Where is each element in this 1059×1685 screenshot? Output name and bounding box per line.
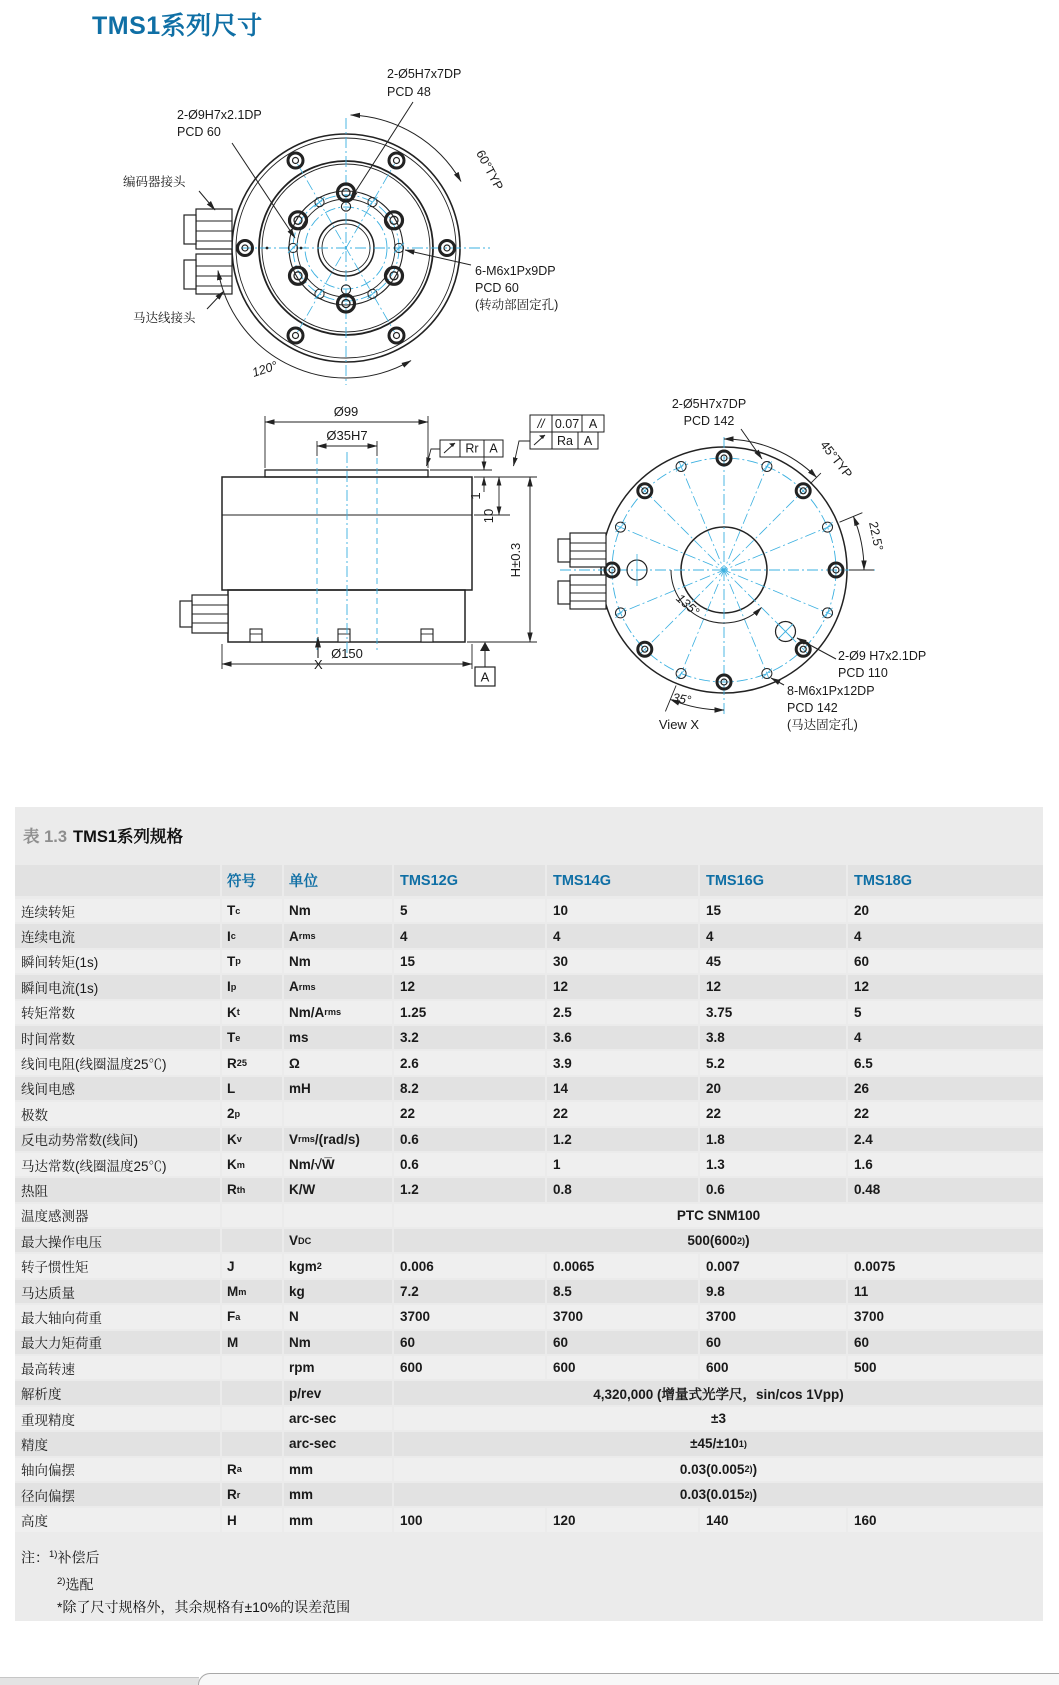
spec-row — [15, 1458, 1043, 1481]
spec-row — [15, 899, 1043, 922]
cell-value: 3700 — [848, 1305, 1043, 1328]
spec-row — [15, 924, 1043, 947]
header-cell-symbol: 符号 — [222, 865, 282, 896]
front-dowel-label-2: PCD 48 — [387, 85, 431, 99]
cell-value: 3700 — [700, 1305, 846, 1328]
cell-value: 3.8 — [700, 1026, 846, 1049]
spec-row — [15, 1051, 1043, 1074]
cell-value: 3.9 — [547, 1051, 698, 1074]
table-title: TMS1系列规格 — [73, 828, 184, 846]
cell-value: 4 — [547, 924, 698, 947]
cell-symbol: K t — [222, 1001, 282, 1024]
cell-label: 马达质量 — [15, 1280, 220, 1303]
cell-symbol — [222, 1381, 282, 1404]
cell-symbol: T e — [222, 1026, 282, 1049]
table-note-line: $^{2)}$选配 — [57, 1575, 94, 1593]
cell-value: 3.2 — [394, 1026, 545, 1049]
spec-row — [15, 1153, 1043, 1176]
cell-symbol: F a — [222, 1305, 282, 1328]
cell-unit: A rms — [284, 975, 392, 998]
cell-unit: Nm — [284, 1331, 392, 1354]
cell-value: 0.0075 — [848, 1254, 1043, 1277]
cell-symbol: M — [222, 1331, 282, 1354]
cell-value: 26 — [848, 1077, 1043, 1100]
cell-value: 45 — [700, 950, 846, 973]
cell-value: 20 — [700, 1077, 846, 1100]
spec-row — [15, 1254, 1043, 1277]
viewx-angle-225-label: 22.5° — [866, 520, 886, 552]
spec-row — [15, 950, 1043, 973]
spec-header-row — [15, 865, 1043, 896]
cell-value: 600 — [394, 1356, 545, 1379]
cell-symbol: R a — [222, 1458, 282, 1481]
cell-value: 12 — [848, 975, 1043, 998]
cell-symbol — [222, 1432, 282, 1455]
cell-label: 瞬间转矩(1s) — [15, 950, 220, 973]
cell-value: 60 — [848, 1331, 1043, 1354]
spec-row — [15, 1077, 1043, 1100]
cell-value: 7.2 — [394, 1280, 545, 1303]
side-connector — [180, 595, 228, 633]
cell-value: 0.6 — [394, 1153, 545, 1176]
cell-value: 4 — [848, 1026, 1043, 1049]
cell-label: 重现精度 — [15, 1407, 220, 1430]
cell-value: 120 — [547, 1508, 698, 1531]
viewx-pin-label-1: 2-Ø9 H7x2.1DP — [838, 649, 927, 663]
datum-a — [475, 642, 495, 686]
spec-row — [15, 1128, 1043, 1151]
cell-label: 线间电阻(线圈温度25℃) — [15, 1051, 220, 1074]
cell-value: 22 — [848, 1102, 1043, 1125]
cell-value: 14 — [547, 1077, 698, 1100]
gdt-parallel-sym: // — [537, 417, 545, 431]
cell-label: 最大轴向荷重 — [15, 1305, 220, 1328]
front-pin-label-1: 2-Ø9H7x2.1DP — [177, 108, 262, 122]
cell-label: 最高转速 — [15, 1356, 220, 1379]
cell-value: 0.0065 — [547, 1254, 698, 1277]
cell-label: 线间电感 — [15, 1077, 220, 1100]
viewx-angle-135-label: 135° — [673, 591, 702, 619]
spec-row — [15, 1356, 1043, 1379]
cell-symbol: T p — [222, 950, 282, 973]
spec-row — [15, 1001, 1043, 1024]
cell-value: 0.006 — [394, 1254, 545, 1277]
cell-value: 15 — [700, 899, 846, 922]
spec-row — [15, 1178, 1043, 1201]
cell-label: 热阻 — [15, 1178, 220, 1201]
viewx-dowel-label-2: PCD 142 — [683, 414, 735, 428]
cell-symbol — [222, 1204, 282, 1227]
spec-row — [15, 975, 1043, 998]
gdt-ra-datum: A — [583, 434, 593, 448]
side-view — [180, 404, 604, 686]
cell-label: 径向偏摆 — [15, 1483, 220, 1506]
cell-unit: Nm — [284, 950, 392, 973]
front-bolt-label-3: (转动部固定孔) — [475, 298, 559, 312]
cell-label: 轴向偏摆 — [15, 1458, 220, 1481]
spec-table-section — [15, 807, 1043, 1621]
viewx-dowel-label-1: 2-Ø5H7x7DP — [671, 397, 747, 411]
cell-label: 连续电流 — [15, 924, 220, 947]
cell-label: 马达常数(线圈温度25℃) — [15, 1153, 220, 1176]
cell-unit: arc-sec — [284, 1432, 392, 1455]
table-note-line: *除了尺寸规格外，其余规格有±10%的误差范围 — [57, 1599, 351, 1616]
dim-dia150: Ø150 — [331, 646, 363, 661]
spec-row — [15, 1432, 1043, 1455]
cell-value: 0.8 — [547, 1178, 698, 1201]
dim-1: 1 — [468, 492, 483, 500]
front-connectors — [184, 209, 232, 294]
cell-symbol: K m — [222, 1153, 282, 1176]
front-view — [123, 67, 558, 385]
cell-span-value: 4,320,000 (增量式光学尺，sin/cos 1Vpp) — [394, 1381, 1043, 1404]
side-feet — [250, 629, 433, 642]
cell-label: 极数 — [15, 1102, 220, 1125]
cell-value: 6.5 — [848, 1051, 1043, 1074]
cell-unit — [284, 1204, 392, 1227]
cell-value: 2.6 — [394, 1051, 545, 1074]
cell-unit: arc-sec — [284, 1407, 392, 1430]
viewx-bolt-label-3: (马达固定孔) — [787, 718, 858, 732]
spec-row — [15, 1102, 1043, 1125]
spec-row — [15, 1407, 1043, 1430]
cell-unit: N — [284, 1305, 392, 1328]
cell-value: 30 — [547, 950, 698, 973]
cell-value: 3700 — [547, 1305, 698, 1328]
cell-unit: kgm 2 — [284, 1254, 392, 1277]
cell-symbol: L — [222, 1077, 282, 1100]
cell-value: 1.6 — [848, 1153, 1043, 1176]
dim-10: 10 — [481, 508, 496, 524]
cell-label: 转矩常数 — [15, 1001, 220, 1024]
cell-value: 0.6 — [700, 1178, 846, 1201]
cell-label: 最大力矩荷重 — [15, 1331, 220, 1354]
cell-span-value: 0.03(0.015 2) ) — [394, 1483, 1043, 1506]
spec-row — [15, 1026, 1043, 1049]
cell-label: 解析度 — [15, 1381, 220, 1404]
datum-a-label: A — [480, 669, 490, 685]
cell-value: 22 — [547, 1102, 698, 1125]
cell-value: 11 — [848, 1280, 1043, 1303]
cell-value: 1.25 — [394, 1001, 545, 1024]
cell-value: 0.007 — [700, 1254, 846, 1277]
header-cell-blank — [15, 865, 220, 896]
cell-value: 1 — [547, 1153, 698, 1176]
header-cell-model: TMS18G — [848, 865, 1043, 896]
cell-unit: p/rev — [284, 1381, 392, 1404]
cell-value: 9.8 — [700, 1280, 846, 1303]
cell-value: 2.5 — [547, 1001, 698, 1024]
cell-unit: Nm/√W̅ — [284, 1153, 392, 1176]
gdt-rr: Rr — [465, 441, 479, 456]
cell-value: 0.6 — [394, 1128, 545, 1151]
cell-value: 500 — [848, 1356, 1043, 1379]
viewx-bolt-label-1: 8-M6x1Px12DP — [787, 684, 875, 698]
spec-row — [15, 1331, 1043, 1354]
cell-value: 5 — [394, 899, 545, 922]
gdt-parallel-datum: A — [588, 417, 598, 431]
cell-symbol: R r — [222, 1483, 282, 1506]
front-angle-typ-label: 60°TYP — [473, 147, 506, 193]
cell-value: 100 — [394, 1508, 545, 1531]
cell-symbol: 2 p — [222, 1102, 282, 1125]
cell-value: 12 — [394, 975, 545, 998]
cell-value: 0.48 — [848, 1178, 1043, 1201]
front-pin-label-2: PCD 60 — [177, 125, 221, 139]
cell-value: 600 — [700, 1356, 846, 1379]
cell-value: 5.2 — [700, 1051, 846, 1074]
cell-value: 1.3 — [700, 1153, 846, 1176]
cell-value: 1.8 — [700, 1128, 846, 1151]
cell-span-value: ±45/±10 1) — [394, 1432, 1043, 1455]
spec-row — [15, 1305, 1043, 1328]
cell-symbol: M m — [222, 1280, 282, 1303]
spec-row — [15, 1508, 1043, 1531]
cell-span-value: 0.03(0.005 2) ) — [394, 1458, 1043, 1481]
cell-unit: Nm — [284, 899, 392, 922]
cell-symbol: H — [222, 1508, 282, 1531]
cell-value: 60 — [848, 950, 1043, 973]
cell-value: 20 — [848, 899, 1043, 922]
cell-value: 10 — [547, 899, 698, 922]
cell-unit: K/W — [284, 1178, 392, 1201]
cell-label: 瞬间电流(1s) — [15, 975, 220, 998]
header-cell-model: TMS16G — [700, 865, 846, 896]
cell-symbol: R th — [222, 1178, 282, 1201]
header-cell-unit: 单位 — [284, 865, 392, 896]
cell-symbol — [222, 1407, 282, 1430]
cell-unit: rpm — [284, 1356, 392, 1379]
dim-dia99: Ø99 — [333, 404, 359, 419]
cell-value: 4 — [394, 924, 545, 947]
front-dowel-label-1: 2-Ø5H7x7DP — [387, 67, 462, 81]
table-notes — [21, 1543, 350, 1619]
bottom-bar-left — [0, 1677, 199, 1685]
cell-unit: mm — [284, 1508, 392, 1531]
cell-value: 1.2 — [394, 1178, 545, 1201]
viewx-bolt-label-2: PCD 142 — [787, 701, 838, 715]
spec-row — [15, 1280, 1043, 1303]
view-x — [558, 397, 926, 732]
cell-symbol: K v — [222, 1128, 282, 1151]
cell-unit: mm — [284, 1458, 392, 1481]
cell-label: 温度感测器 — [15, 1204, 220, 1227]
cell-value: 22 — [700, 1102, 846, 1125]
cell-unit: kg — [284, 1280, 392, 1303]
cell-label: 时间常数 — [15, 1026, 220, 1049]
viewx-angle-35-label: 35° — [671, 690, 693, 708]
cell-unit: V rms /(rad/s) — [284, 1128, 392, 1151]
gdt-frame-rr — [427, 440, 504, 466]
table-note-line: 注：$^{1)}$补偿后 — [21, 1549, 100, 1566]
cell-value: 3.6 — [547, 1026, 698, 1049]
gdt-parallel-tol: 0.07 — [554, 417, 580, 431]
cell-value: 60 — [700, 1331, 846, 1354]
viewx-angle-typ-label: 45°TYP — [817, 438, 855, 481]
gdt-frame-parallel — [530, 415, 604, 432]
cell-value: 140 — [700, 1508, 846, 1531]
technical-drawing — [0, 0, 1059, 760]
cell-value: 4 — [848, 924, 1043, 947]
spec-row — [15, 1483, 1043, 1506]
cell-unit: V DC — [284, 1229, 392, 1252]
cell-value: 15 — [394, 950, 545, 973]
cell-value: 8.2 — [394, 1077, 545, 1100]
cell-symbol: T c — [222, 899, 282, 922]
cell-span-value: 500(600 2) ) — [394, 1229, 1043, 1252]
spec-table — [15, 865, 1043, 1534]
front-angle-120-label: 120° — [250, 358, 280, 380]
table-caption — [23, 823, 183, 847]
gdt-frame-ra — [514, 432, 599, 466]
bottom-bar-tab — [198, 1673, 1059, 1685]
spec-row — [15, 1381, 1043, 1404]
cell-symbol — [222, 1356, 282, 1379]
cell-value: 12 — [547, 975, 698, 998]
cell-unit: Ω — [284, 1051, 392, 1074]
header-cell-model: TMS14G — [547, 865, 698, 896]
cell-unit: mH — [284, 1077, 392, 1100]
cell-label: 最大操作电压 — [15, 1229, 220, 1252]
cell-value: 22 — [394, 1102, 545, 1125]
cell-label: 转子惯性矩 — [15, 1254, 220, 1277]
spec-row — [15, 1204, 1043, 1227]
viewx-pin-label-2: PCD 110 — [838, 666, 888, 680]
header-cell-model: TMS12G — [394, 865, 545, 896]
cell-value: 3.75 — [700, 1001, 846, 1024]
cell-value: 160 — [848, 1508, 1043, 1531]
cell-unit: ms — [284, 1026, 392, 1049]
cell-value: 600 — [547, 1356, 698, 1379]
cell-label: 反电动势常数(线间) — [15, 1128, 220, 1151]
cell-value: 2.4 — [848, 1128, 1043, 1151]
view-x-connectors — [558, 533, 606, 609]
front-motor-connector-label: 马达线接头 — [133, 311, 196, 325]
cell-span-value: ±3 — [394, 1407, 1043, 1430]
table-number: 表 1.3 — [23, 828, 68, 846]
cell-symbol: J — [222, 1254, 282, 1277]
dim-height: H±0.3 — [508, 542, 523, 578]
cell-value: 1.2 — [547, 1128, 698, 1151]
cell-label: 精度 — [15, 1432, 220, 1455]
cell-value: 3700 — [394, 1305, 545, 1328]
view-x-caption: View X — [658, 717, 700, 732]
cell-value: 4 — [700, 924, 846, 947]
front-encoder-connector-label: 编码器接头 — [123, 175, 186, 189]
dim-dia35: Ø35H7 — [326, 428, 368, 443]
cell-span-value: PTC SNM100 — [394, 1204, 1043, 1227]
page-title: TMS1系列尺寸 — [92, 12, 263, 40]
gdt-ra: Ra — [557, 434, 573, 448]
gdt-rr-datum: A — [489, 441, 498, 456]
cell-label: 高度 — [15, 1508, 220, 1531]
cell-unit: A rms — [284, 924, 392, 947]
cell-unit: Nm/A rms — [284, 1001, 392, 1024]
cell-symbol — [222, 1229, 282, 1252]
cell-value: 12 — [700, 975, 846, 998]
cell-symbol: R 25 — [222, 1051, 282, 1074]
front-bolt-label-2: PCD 60 — [475, 281, 519, 295]
cell-unit: mm — [284, 1483, 392, 1506]
cell-symbol: I c — [222, 924, 282, 947]
x-arrow-label: X — [314, 657, 323, 672]
front-bolt-label-1: 6-M6x1Px9DP — [475, 264, 556, 278]
cell-symbol: I p — [222, 975, 282, 998]
cell-value: 60 — [547, 1331, 698, 1354]
cell-unit — [284, 1102, 392, 1125]
cell-value: 60 — [394, 1331, 545, 1354]
cell-label: 连续转矩 — [15, 899, 220, 922]
spec-row — [15, 1229, 1043, 1252]
cell-value: 5 — [848, 1001, 1043, 1024]
cell-value: 8.5 — [547, 1280, 698, 1303]
